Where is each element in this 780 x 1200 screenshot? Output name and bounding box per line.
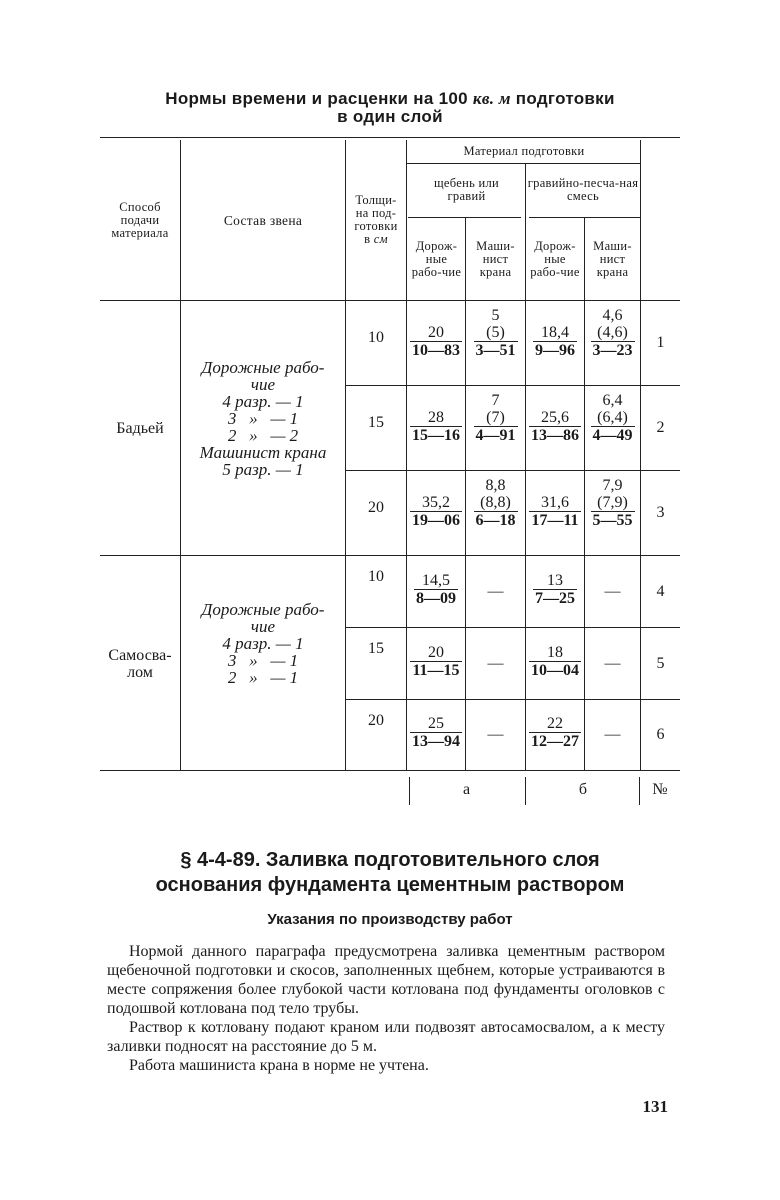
row-number-cell: 6 (656, 726, 665, 743)
rate-value: 3—51 (475, 342, 516, 359)
rate-value: 15—16 (412, 427, 460, 444)
section-body (107, 942, 665, 1075)
norm-fraction (474, 392, 518, 445)
norm-fraction (591, 392, 635, 445)
empty-dash: — (604, 726, 621, 743)
norm-fraction (414, 572, 458, 608)
time-norm: 18,4 (541, 324, 569, 341)
group-2-crew (181, 557, 345, 770)
norm-fraction (474, 477, 518, 530)
sand-crane-operator-cell (585, 301, 640, 360)
table-title-line2: в один слой (337, 107, 443, 126)
rate-value: 4—49 (592, 427, 633, 444)
table-title-text-end: подготовки (510, 89, 615, 108)
rate-value: 10—83 (412, 342, 460, 359)
time-norm: 31,6 (541, 494, 569, 511)
page-number-text: 131 (642, 1097, 668, 1116)
rate-value: 17—11 (531, 512, 579, 529)
norm-fraction (410, 494, 462, 530)
footer-col-a (408, 774, 525, 804)
rate-value: 9—96 (535, 342, 575, 359)
norm-fraction (591, 477, 635, 530)
thickness-cell: 10 (368, 329, 384, 346)
table-title-text: Нормы времени и расценки на 100 (165, 89, 473, 108)
gravel-crane-operator-cell (466, 628, 525, 698)
thickness-cell: 15 (368, 640, 384, 657)
crew-line: Дорожные рабо- (201, 358, 325, 377)
header-b-crane-operator (585, 218, 640, 300)
group-2-crew-list (202, 601, 325, 686)
time-norm: 25,6 (541, 409, 569, 426)
gravel-road-workers-cell (407, 556, 465, 608)
rate-value: 7—25 (535, 590, 575, 607)
time-norm: 8,8 (8,8) (480, 477, 511, 511)
rate-value: 12—27 (531, 733, 579, 750)
time-norm: 7,9 (7,9) (597, 477, 628, 511)
norm-fraction (533, 324, 577, 360)
sand-road-workers-cell (526, 471, 584, 530)
norm-fraction (410, 324, 462, 360)
time-norm: 7 (7) (486, 392, 505, 426)
group-1-method (100, 302, 180, 555)
empty-dash: — (604, 654, 621, 672)
empty-dash: — (604, 582, 621, 600)
section-title-line2: основания фундамента цементным раствором (155, 874, 625, 896)
time-norm: 28 (428, 409, 444, 426)
header-material (408, 139, 640, 163)
row-number-cell: 2 (656, 419, 665, 436)
norm-fraction (410, 409, 462, 445)
header-crew-text: Состав звена (223, 212, 303, 228)
header-method (100, 140, 180, 300)
rate-value: 8—09 (416, 590, 456, 607)
row-number-cell: 4 (656, 582, 665, 600)
sand-crane-operator-cell (585, 556, 640, 626)
footer-col-no-text: № (652, 780, 668, 798)
table-title-unit: кв. м (472, 89, 511, 108)
gravel-crane-operator-cell (466, 386, 525, 445)
empty-dash: — (487, 582, 504, 600)
header-thickness (346, 140, 406, 300)
crew-line: Дорожные рабо- (201, 600, 325, 619)
sand-road-workers-cell (526, 386, 584, 445)
time-norm: 25 (428, 715, 444, 732)
page-number (643, 1097, 669, 1117)
header-thickness-label: Толщи-на под-готовки в (354, 193, 398, 246)
section-title (100, 848, 680, 898)
section-title-line1: § 4-4-89. Заливка подготовительного слоя (180, 849, 600, 871)
header-a-crane-operator-text: Маши-нист крана (476, 238, 515, 279)
sand-road-workers-cell (526, 301, 584, 360)
time-norm: 14,5 (422, 572, 450, 589)
header-b-road-workers-text: Дорож-ные рабо-чие (530, 238, 580, 279)
group-1-crew-list (200, 359, 327, 478)
footer-col-b (526, 774, 640, 804)
paragraph-3: Работа машиниста крана в норме не учтена. (129, 1057, 429, 1074)
header-a-crane-operator (466, 218, 525, 300)
header-sand-gravel (526, 164, 640, 216)
group-1-method-text: Бадьей (116, 420, 164, 437)
norm-fraction (591, 307, 635, 360)
table-top-rule (100, 137, 680, 138)
rate-value: 11—15 (412, 662, 460, 679)
footer-col-no (641, 774, 679, 804)
sand-crane-operator-cell (585, 386, 640, 445)
header-b-road-workers (526, 218, 584, 300)
sand-crane-operator-cell (585, 628, 640, 698)
norm-fraction (529, 494, 580, 530)
gravel-road-workers-cell (407, 386, 465, 445)
rate-value: 13—94 (412, 733, 460, 750)
gravel-road-workers-cell (407, 471, 465, 530)
time-norm: 13 (547, 572, 563, 589)
thickness-cell: 20 (368, 712, 384, 729)
time-norm: 4,6 (4,6) (597, 307, 628, 341)
crew-line: чие (250, 375, 276, 394)
gravel-road-workers-cell (407, 628, 465, 680)
norm-fraction (529, 715, 581, 751)
rate-value: 4—91 (475, 427, 516, 444)
crew-line: 3 » — 1 (227, 651, 299, 670)
header-sand-gravel-text: гравийно-песча-ная смесь (527, 176, 639, 203)
thickness-cell: 15 (368, 414, 384, 431)
sand-road-workers-cell (526, 700, 584, 751)
gravel-crane-operator-cell (466, 556, 525, 626)
time-norm: 20 (428, 644, 444, 661)
gravel-road-workers-cell (407, 301, 465, 360)
gravel-crane-operator-cell (466, 301, 525, 360)
empty-dash: — (487, 654, 504, 672)
crew-line: 5 разр. — 1 (222, 460, 304, 479)
time-norm: 6,4 (6,4) (597, 392, 628, 426)
crew-line: 3 » — 1 (227, 409, 299, 428)
time-norm: 35,2 (422, 494, 450, 511)
header-material-text: Материал подготовки (463, 143, 585, 158)
group-1-crew (181, 302, 345, 555)
crew-line: чие (250, 617, 276, 636)
group-2-method (100, 557, 180, 770)
row-number-cell: 1 (656, 334, 665, 351)
norm-fraction (529, 644, 581, 680)
crew-line: 2 » — 1 (227, 668, 299, 687)
norm-fraction (410, 644, 461, 680)
paragraph-2: Раствор к котловану подают краном или подвозят автосамосвалом, а к месту заливки подносят на расстояние до 5 м. (107, 1019, 665, 1055)
footer-col-a-text: а (462, 780, 471, 798)
time-norm: 20 (428, 324, 444, 341)
thickness-cell: 10 (368, 568, 384, 585)
header-a-road-workers-text: Дорож-ные рабо-чие (411, 238, 462, 279)
crew-line: Машинист крана (199, 443, 327, 462)
section-subheading-text: Указания по производству работ (267, 911, 513, 928)
gravel-road-workers-cell (407, 700, 465, 751)
header-gravel (408, 164, 525, 216)
sand-road-workers-cell (526, 628, 584, 680)
crew-line: 4 разр. — 1 (222, 634, 304, 653)
gravel-crane-operator-cell (466, 471, 525, 530)
row-number-cell: 3 (656, 504, 665, 521)
sand-road-workers-cell (526, 556, 584, 608)
thickness-cell: 20 (368, 499, 384, 516)
crew-line: 4 разр. — 1 (222, 392, 304, 411)
norm-fraction (533, 572, 577, 608)
header-b-crane-operator-text: Маши-нист крана (593, 238, 632, 279)
crew-line: 2 » — 2 (227, 426, 299, 445)
table-bottom-rule (100, 770, 680, 771)
group-2-method-text: Самосва-лом (108, 646, 172, 681)
norm-fraction (474, 307, 518, 360)
footer-col-b-text: б (578, 780, 588, 798)
section-subheading (100, 911, 680, 928)
header-method-text: Способ подачи материала (111, 199, 169, 240)
header-crew (181, 140, 345, 300)
empty-dash: — (487, 726, 504, 743)
rate-value: 10—04 (531, 662, 579, 679)
time-norm: 5 (5) (486, 307, 505, 341)
rate-value: 5—55 (592, 512, 633, 529)
paragraph-1: Нормой данного параграфа предусмотрена заливка цементным раствором щебеночной подготовки и скосов, заполненных щебнем, которые устраиваются в месте сопряжения более глубокой части котлована под фундаменты оголовков с подошвой котлована под тело трубы. (107, 943, 665, 1017)
sand-crane-operator-cell (585, 471, 640, 530)
header-thickness-unit: см (373, 232, 388, 246)
time-norm: 18 (547, 644, 563, 661)
rate-value: 13—86 (531, 427, 579, 444)
sand-crane-operator-cell (585, 700, 640, 769)
header-thickness-text (350, 194, 402, 246)
time-norm: 22 (547, 715, 563, 732)
header-gravel-text: щебень или гравий (433, 176, 500, 203)
rate-value: 19—06 (412, 512, 460, 529)
rate-value: 3—23 (592, 342, 633, 359)
rate-value: 6—18 (475, 512, 516, 529)
gravel-crane-operator-cell (466, 700, 525, 769)
norm-fraction (529, 409, 581, 445)
row-number-cell: 5 (656, 654, 665, 672)
table-title (100, 90, 680, 126)
norm-fraction (410, 715, 462, 751)
header-a-road-workers (408, 218, 465, 300)
